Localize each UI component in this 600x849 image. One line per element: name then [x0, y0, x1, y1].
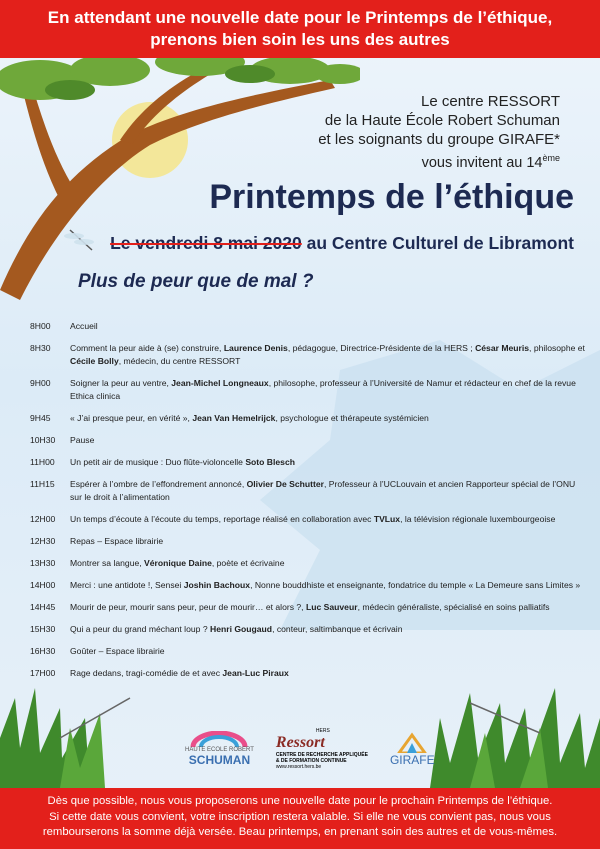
programme-row — [30, 434, 585, 447]
programme-text: Repas – Espace librairie — [70, 536, 164, 546]
programme-text: Pause — [70, 435, 95, 445]
programme-text: , philosophe, professeur à l’Université de Namur et rédacteur en chef de la revue Ethica clinica — [70, 378, 576, 401]
bottom-banner-line: rembourserons la somme déjà versée. Beau printemps, en prenant soin des autres et de vous-mêmes. — [42, 826, 558, 838]
programme-description — [70, 645, 585, 658]
girafe-logo — [390, 731, 435, 767]
event-title: Printemps de l’éthique — [209, 178, 574, 216]
event-venue: au Centre Culturel de Libramont — [301, 233, 574, 253]
programme-text: Soigner la peur au ventre, — [70, 378, 172, 388]
invite-ordinal: ème — [542, 153, 560, 163]
tree-illustration — [0, 40, 360, 300]
programme-text: Rage dedans, tragi-comédie de et avec — [70, 668, 223, 678]
programme-time: 14H00 — [30, 580, 56, 590]
ressort-small: HERS — [315, 728, 330, 734]
ressort-logo — [276, 728, 368, 770]
programme-time: 13H30 — [30, 558, 56, 568]
programme-description — [70, 377, 585, 403]
programme-row — [30, 456, 585, 469]
programme-text: Merci : une antidote !, Sensei — [70, 580, 184, 590]
programme-time: 8H00 — [30, 321, 51, 331]
programme-text: Accueil — [70, 321, 98, 331]
programme-time: 9H00 — [30, 378, 51, 388]
programme-text: Mourir de peur, mourir sans peur, peur de mourir… et alors ?, — [70, 602, 306, 612]
programme-description — [70, 601, 585, 614]
programme-text: , poète et écrivaine — [211, 558, 285, 568]
bottom-banner-line: Si cette date vous convient, votre inscription restera valable. Si elle ne vous convient pas, nous vous — [49, 810, 551, 823]
programme-time: 12H00 — [30, 514, 56, 524]
programme-text: , Professeur à l’UCLouvain et ancien Rapporteur spécial de l’ONU sur le droit à l’alimentation — [70, 479, 576, 502]
programme-description — [70, 320, 585, 333]
speaker-name: Jean Van Hemelrijck — [192, 413, 276, 423]
programme-description — [70, 513, 585, 526]
hers-top-text: HAUTE ECOLE ROBERT — [185, 747, 254, 753]
programme-text: , médecin généraliste, spécialisé en soins palliatifs — [357, 602, 550, 612]
top-banner-line: En attendant une nouvelle date pour le Printemps de l’éthique, — [47, 8, 553, 27]
programme-row — [30, 601, 585, 614]
top-banner — [0, 0, 600, 58]
programme-text: Goûter – Espace librairie — [70, 646, 165, 656]
speaker-name: TVLux — [373, 514, 401, 524]
speaker-name: Véronique Daine — [144, 558, 212, 568]
host-line: de la Haute École Robert Schuman — [324, 112, 560, 129]
programme-time: 8H30 — [30, 343, 51, 353]
programme-description — [70, 412, 585, 425]
cancelled-date: Le vendredi 8 mai 2020 — [110, 233, 302, 253]
programme-time: 11H00 — [30, 457, 55, 467]
girafe-name: GIRAFE — [389, 753, 435, 767]
speaker-name: Henri Gougaud — [209, 624, 273, 634]
host-block — [318, 92, 560, 149]
ressort-sub: CENTRE DE RECHERCHE APPLIQUÉE — [275, 752, 368, 758]
bottom-banner — [0, 788, 600, 849]
programme-time: 10H30 — [30, 435, 56, 445]
programme-row — [30, 342, 585, 368]
programme-time: 12H30 — [30, 536, 56, 546]
speaker-name: Luc Sauveur — [305, 602, 358, 612]
programme-description — [70, 535, 585, 548]
programme-time: 15H30 — [30, 624, 56, 634]
programme-text: , psychologue et thérapeute systémicien — [275, 413, 429, 423]
top-banner-line: prenons bien soin les uns des autres — [150, 30, 450, 49]
programme-time: 17H00 — [30, 668, 56, 678]
hers-name: SCHUMAN — [188, 753, 251, 767]
bottom-banner-line: Dès que possible, nous vous proposerons une nouvelle date pour le prochain Printemps de l’éthique. — [47, 795, 553, 807]
speaker-name: Jean-Michel Longneaux — [171, 378, 269, 388]
programme-row — [30, 623, 585, 636]
programme-description — [70, 623, 585, 636]
programme-description — [70, 557, 585, 570]
programme-text: , médecin, du centre RESSORT — [118, 356, 241, 366]
speaker-name: Laurence Denis — [223, 343, 288, 353]
programme-time: 9H45 — [30, 413, 51, 423]
girafe-icon — [397, 731, 427, 753]
programme-time: 14H45 — [30, 602, 56, 612]
invite-line — [422, 153, 560, 171]
programme-row — [30, 579, 585, 592]
programme-row — [30, 478, 585, 504]
programme-text: , pédagogue, Directrice-Présidente de la HERS ; — [287, 343, 476, 353]
hers-arc-icon — [189, 731, 249, 747]
programme-description — [70, 579, 585, 592]
programme-row — [30, 320, 585, 333]
hers-logo — [185, 731, 254, 767]
programme-row — [30, 412, 585, 425]
ressort-url: www.ressort.hers.be — [275, 764, 322, 770]
programme-row — [30, 557, 585, 570]
programme-text: Qui a peur du grand méchant loup ? — [70, 624, 210, 634]
programme-description — [70, 342, 585, 368]
ressort-sub: & DE FORMATION CONTINUE — [275, 758, 347, 764]
programme-text: , conteur, saltimbanque et écrivain — [272, 624, 403, 634]
programme-description — [70, 434, 585, 447]
programme-row — [30, 513, 585, 526]
programme-text: Espérer à l’ombre de l’effondrement annoncé, — [70, 479, 247, 489]
event-subtitle: Plus de peur que de mal ? — [78, 271, 314, 292]
programme-time: 16H30 — [30, 646, 56, 656]
programme-text: Comment la peur aide à (se) construire, — [70, 343, 224, 353]
programme-description — [70, 456, 585, 469]
programme-text: Un petit air de musique : Duo flûte-violoncelle — [70, 457, 246, 467]
event-date — [110, 233, 574, 254]
speaker-name: Cécile Bolly — [70, 356, 119, 366]
host-line: Le centre RESSORT — [421, 93, 560, 110]
programme-text: Montrer sa langue, — [70, 558, 145, 568]
programme-row — [30, 535, 585, 548]
programme-description — [70, 478, 585, 504]
ressort-name: Ressort — [275, 734, 325, 751]
partner-logos — [185, 728, 435, 770]
host-line: et les soignants du groupe GIRAFE* — [318, 131, 560, 148]
speaker-name: Jean-Luc Piraux — [222, 668, 289, 678]
programme-text: Un temps d’écoute à l’écoute du temps, reportage réalisé en collaboration avec — [70, 514, 374, 524]
speaker-name: Olivier De Schutter — [246, 479, 324, 489]
programme-row — [30, 645, 585, 658]
programme-text: , la télévision régionale luxembourgeoise — [400, 514, 556, 524]
speaker-name: Soto Blesch — [245, 457, 295, 467]
invite-text: vous invitent au 14 — [421, 154, 543, 171]
programme-text: , Nonne bouddhiste et enseignante, fondatrice du temple « La Demeure sans Limites » — [250, 580, 581, 590]
programme-text: « J’ai presque peur, en vérité », — [70, 413, 193, 423]
speaker-name: César Meuris — [475, 343, 530, 353]
programme-time: 11H15 — [30, 479, 55, 489]
programme-row — [30, 377, 585, 403]
speaker-name: Joshin Bachoux — [183, 580, 251, 590]
programme-text: , philosophe et — [529, 343, 585, 353]
programme-list — [30, 320, 585, 689]
